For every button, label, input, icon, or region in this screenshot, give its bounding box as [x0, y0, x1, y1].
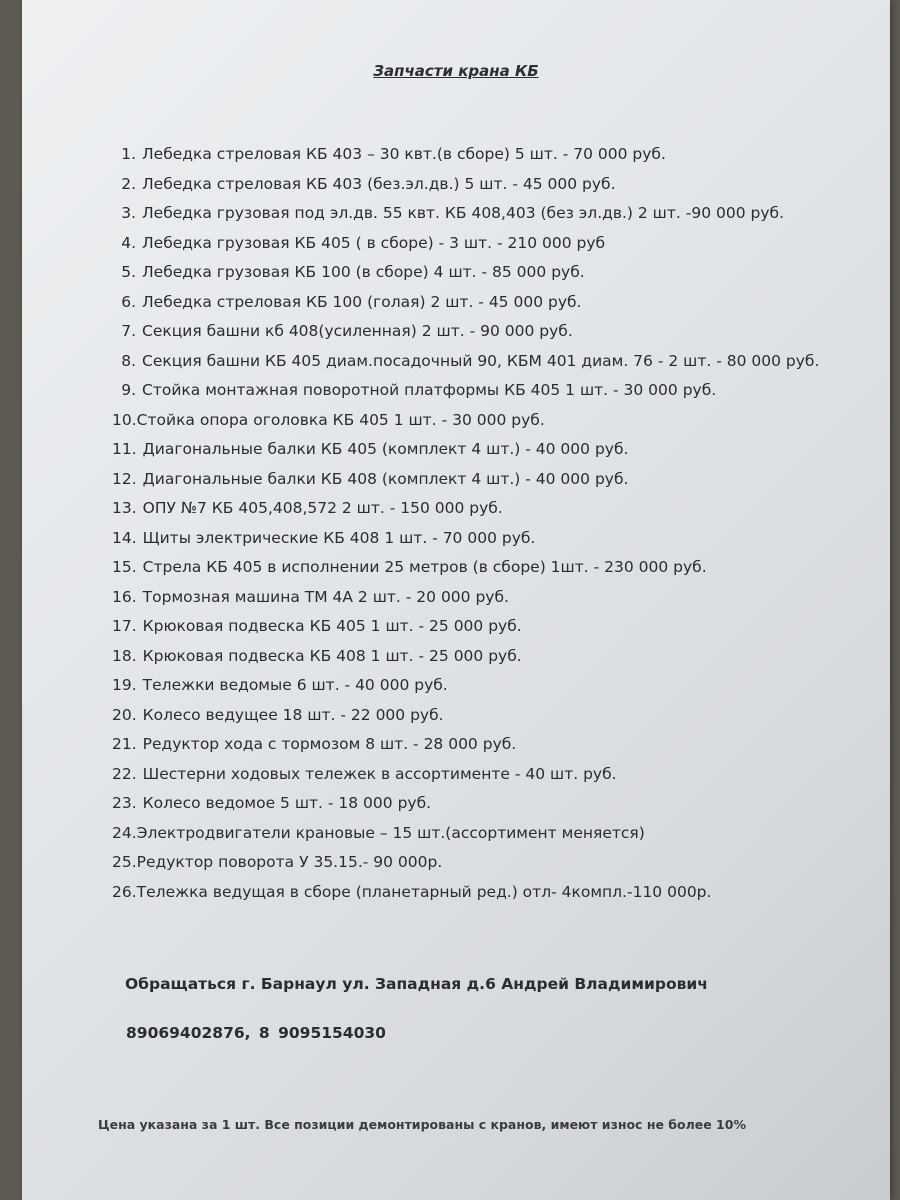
item-number: 3.: [121, 204, 136, 222]
item-text: Электродвигатели крановые – 15 шт.(ассортимент меняется): [136, 823, 645, 842]
item-text: Лебедка грузовая под эл.дв. 55 квт. КБ 408,403 (без эл.дв.) 2 шт. -90 000 руб.: [142, 204, 784, 222]
item-number: 9.: [121, 381, 136, 399]
item-number: 10.: [112, 410, 137, 429]
document-title: Запчасти крана КБ: [373, 62, 539, 80]
item-number: 26.: [112, 882, 137, 901]
list-item: [112, 438, 842, 460]
list-item: [112, 792, 842, 814]
item-text: Секция башни кб 408(усиленная) 2 шт. - 90 000 руб.: [142, 322, 573, 340]
item-text: Стойка монтажная поворотной платформы КБ 405 1 шт. - 30 000 руб.: [142, 381, 717, 399]
list-item: [112, 704, 842, 726]
list-item: [112, 733, 842, 755]
item-text: Диагональные балки КБ 408 (комплект 4 шт.) - 40 000 руб.: [142, 469, 629, 488]
list-item: [112, 379, 842, 401]
item-number: 2.: [121, 174, 136, 193]
item-text: Лебедка стреловая КБ 403 (без.эл.дв.) 5 шт. - 45 000 руб.: [142, 174, 616, 193]
item-number: 23.: [112, 794, 137, 812]
list-item: [112, 881, 842, 903]
price-footnote: Цена указана за 1 шт. Все позиции демонтированы с кранов, имеют износ не более 10%: [98, 1117, 746, 1132]
item-number: 6.: [121, 292, 136, 311]
parts-list: [112, 143, 842, 910]
list-item: [112, 527, 842, 549]
list-item: [112, 202, 842, 224]
list-item: [112, 763, 842, 785]
item-text: Колесо ведомое 5 шт. - 18 000 руб.: [142, 794, 432, 812]
item-text: Крюковая подвеска КБ 405 1 шт. - 25 000 руб.: [142, 617, 522, 635]
list-item: [112, 173, 842, 195]
item-text: Колесо ведущее 18 шт. - 22 000 руб.: [142, 705, 444, 724]
item-text: Лебедка грузовая КБ 100 (в сборе) 4 шт. - 85 000 руб.: [142, 263, 585, 281]
list-item: [112, 645, 842, 667]
item-number: 22.: [112, 764, 137, 783]
item-text: Щиты электрические КБ 408 1 шт. - 70 000 руб.: [142, 528, 536, 547]
list-item: [112, 615, 842, 637]
item-number: 16.: [112, 587, 137, 606]
contact-phones: 89069402876, 8 9095154030: [126, 1024, 386, 1042]
item-number: 5.: [121, 263, 136, 281]
list-item: [112, 320, 842, 342]
list-item: [112, 232, 842, 254]
item-number: 24.: [112, 823, 137, 842]
item-text: Стойка опора оголовка КБ 405 1 шт. - 30 000 руб.: [136, 410, 545, 429]
list-item: [112, 822, 842, 844]
item-text: Тележка ведущая в сборе (планетарный ред.) отл- 4компл.-110 000р.: [136, 882, 712, 901]
item-text: Шестерни ходовых тележек в ассортименте - 40 шт. руб.: [142, 764, 617, 783]
item-text: Стрела КБ 405 в исполнении 25 метров (в сборе) 1шт. - 230 000 руб.: [142, 558, 707, 576]
item-number: 21.: [112, 735, 137, 753]
item-number: 8.: [121, 351, 136, 370]
item-number: 19.: [112, 676, 137, 694]
item-text: Редуктор поворота У 35.15.- 90 000р.: [136, 853, 443, 871]
item-number: 12.: [112, 469, 137, 488]
item-text: Тормозная машина ТМ 4А 2 шт. - 20 000 руб.: [142, 587, 509, 606]
list-item: [112, 674, 842, 696]
item-text: Редуктор хода с тормозом 8 шт. - 28 000 руб.: [142, 735, 517, 753]
item-text: Тележки ведомые 6 шт. - 40 000 руб.: [142, 676, 448, 694]
item-number: 20.: [112, 705, 137, 724]
item-number: 15.: [112, 558, 137, 576]
item-number: 25.: [112, 853, 137, 871]
list-item: [112, 143, 842, 165]
item-text: Диагональные балки КБ 405 (комплект 4 шт.) - 40 000 руб.: [142, 440, 629, 458]
list-item: [112, 261, 842, 283]
item-number: 7.: [121, 322, 136, 340]
item-text: Лебедка стреловая КБ 403 – 30 квт.(в сборе) 5 шт. - 70 000 руб.: [142, 145, 666, 163]
item-text: Секция башни КБ 405 диам.посадочный 90, КБМ 401 диам. 76 - 2 шт. - 80 000 руб.: [142, 351, 820, 370]
item-text: Лебедка грузовая КБ 405 ( в сборе) - 3 шт. - 210 000 руб: [142, 233, 606, 252]
list-item: [112, 586, 842, 608]
item-number: 4.: [121, 233, 136, 252]
contact-address: Обращаться г. Барнаул ул. Западная д.6 Андрей Владимирович: [125, 975, 708, 993]
item-number: 13.: [112, 499, 137, 517]
list-item: [112, 497, 842, 519]
list-item: [112, 350, 842, 372]
item-number: 17.: [112, 617, 137, 635]
list-item: [112, 409, 842, 431]
item-number: 11.: [112, 440, 137, 458]
item-number: 18.: [112, 646, 137, 665]
item-text: Крюковая подвеска КБ 408 1 шт. - 25 000 руб.: [142, 646, 522, 665]
item-text: ОПУ №7 КБ 405,408,572 2 шт. - 150 000 руб.: [142, 499, 503, 517]
item-number: 1.: [121, 145, 136, 163]
list-item: [112, 556, 842, 578]
document-page: [22, 0, 890, 1200]
item-number: 14.: [112, 528, 137, 547]
list-item: [112, 851, 842, 873]
item-text: Лебедка стреловая КБ 100 (голая) 2 шт. - 45 000 руб.: [142, 292, 582, 311]
list-item: [112, 468, 842, 490]
list-item: [112, 291, 842, 313]
